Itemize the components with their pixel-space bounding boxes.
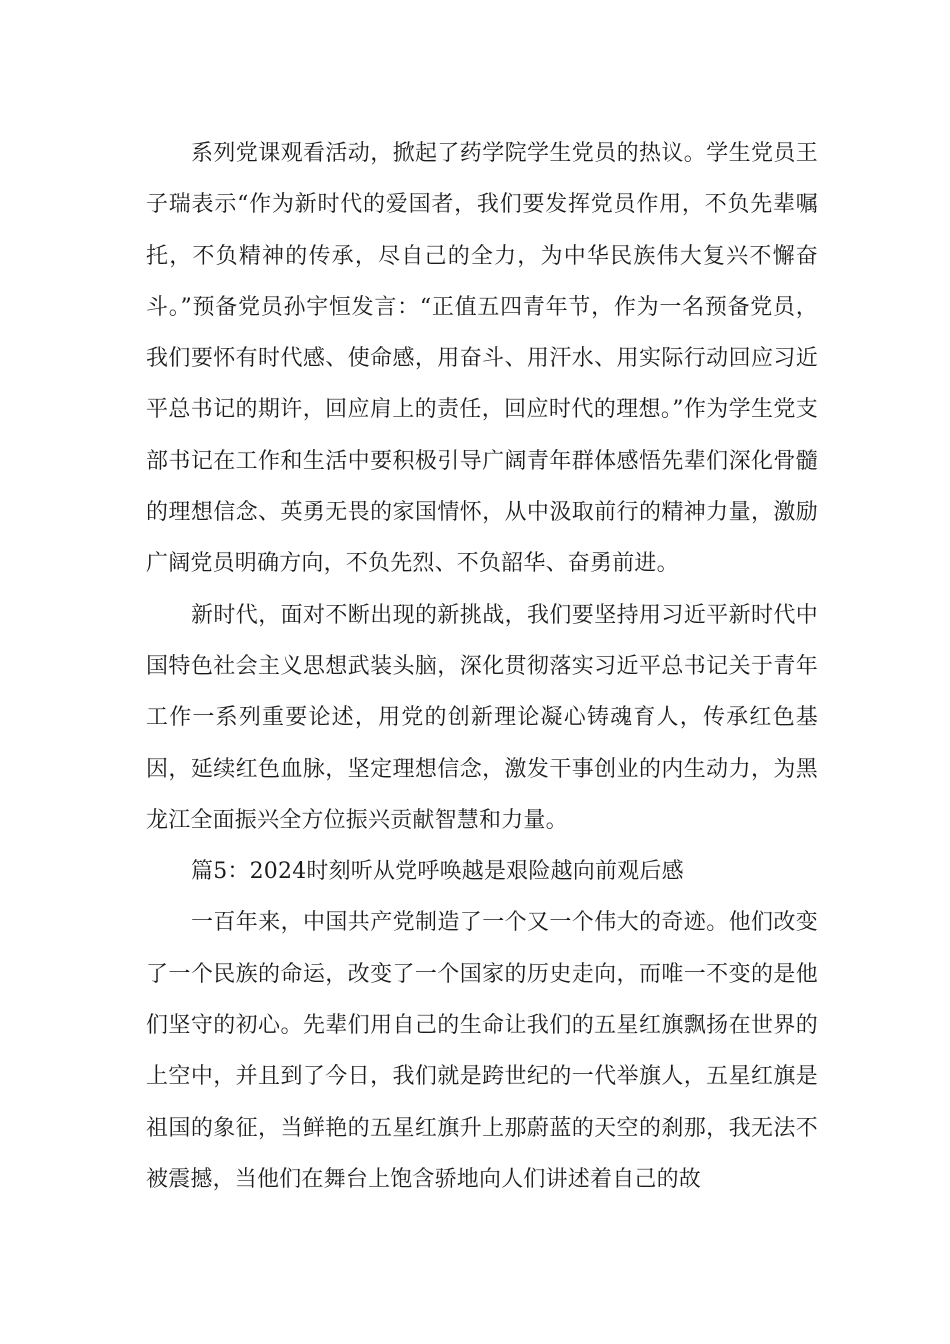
section-heading: 篇5：2024时刻听从党呼唤越是艰险越向前观后感 bbox=[191, 859, 684, 885]
paragraph-student-discussion: 系列党课观看活动，掀起了药学院学生党员的热议。学生党员王子瑞表示“作为新时代的爱国者，我们要发挥党员作用，不负先辈嘱托，不负精神的传承，尽自己的全力，为中华民族伟大复兴不懈奋斗。”预备党员孙宇恒发言：“正值五四青年节，作为一名预备党员，我们要怀有时代感、使命感，用奋斗、用汗水、用实际行动回应习近平总书记的期许，回应肩上的责任，回应时代的理想。”作为学生党支部书记在工作和生活中要积极引导广阔青年群体感悟先辈们深化骨髓的理想信念、英勇无畏的家国情怀，从中汲取前行的精神力量，激励广阔党员明确方向，不负先烈、不负韶华、奋勇前进。 bbox=[146, 141, 818, 577]
paragraph-new-era: 新时代，面对不断出现的新挑战，我们要坚持用习近平新时代中国特色社会主义思想武装头脑，深化贯彻落实习近平总书记关于青年工作一系列重要论述，用党的创新理论凝心铸魂育人，传承红色基因，延续红色血脉，坚定理想信念，激发干事创业的内生动力，为黑龙江全面振兴全方位振兴贡献智慧和力量。 bbox=[146, 602, 818, 833]
paragraph-hundred-years: 一百年来，中国共产党制造了一个又一个伟大的奇迹。他们改变了一个民族的命运，改变了一个国家的历史走向，而唯一不变的是他们坚守的初心。先辈们用自己的生命让我们的五星红旗飘扬在世界的上空中，并且到了今日，我们就是跨世纪的一代举旗人，五星红旗是祖国的象征，当鲜艳的五星红旗升上那蔚蓝的天空的刹那，我无法不被震撼，当他们在舞台上饱含骄地向人们讲述着自己的故 bbox=[146, 910, 818, 1192]
document-body bbox=[146, 128, 818, 1205]
